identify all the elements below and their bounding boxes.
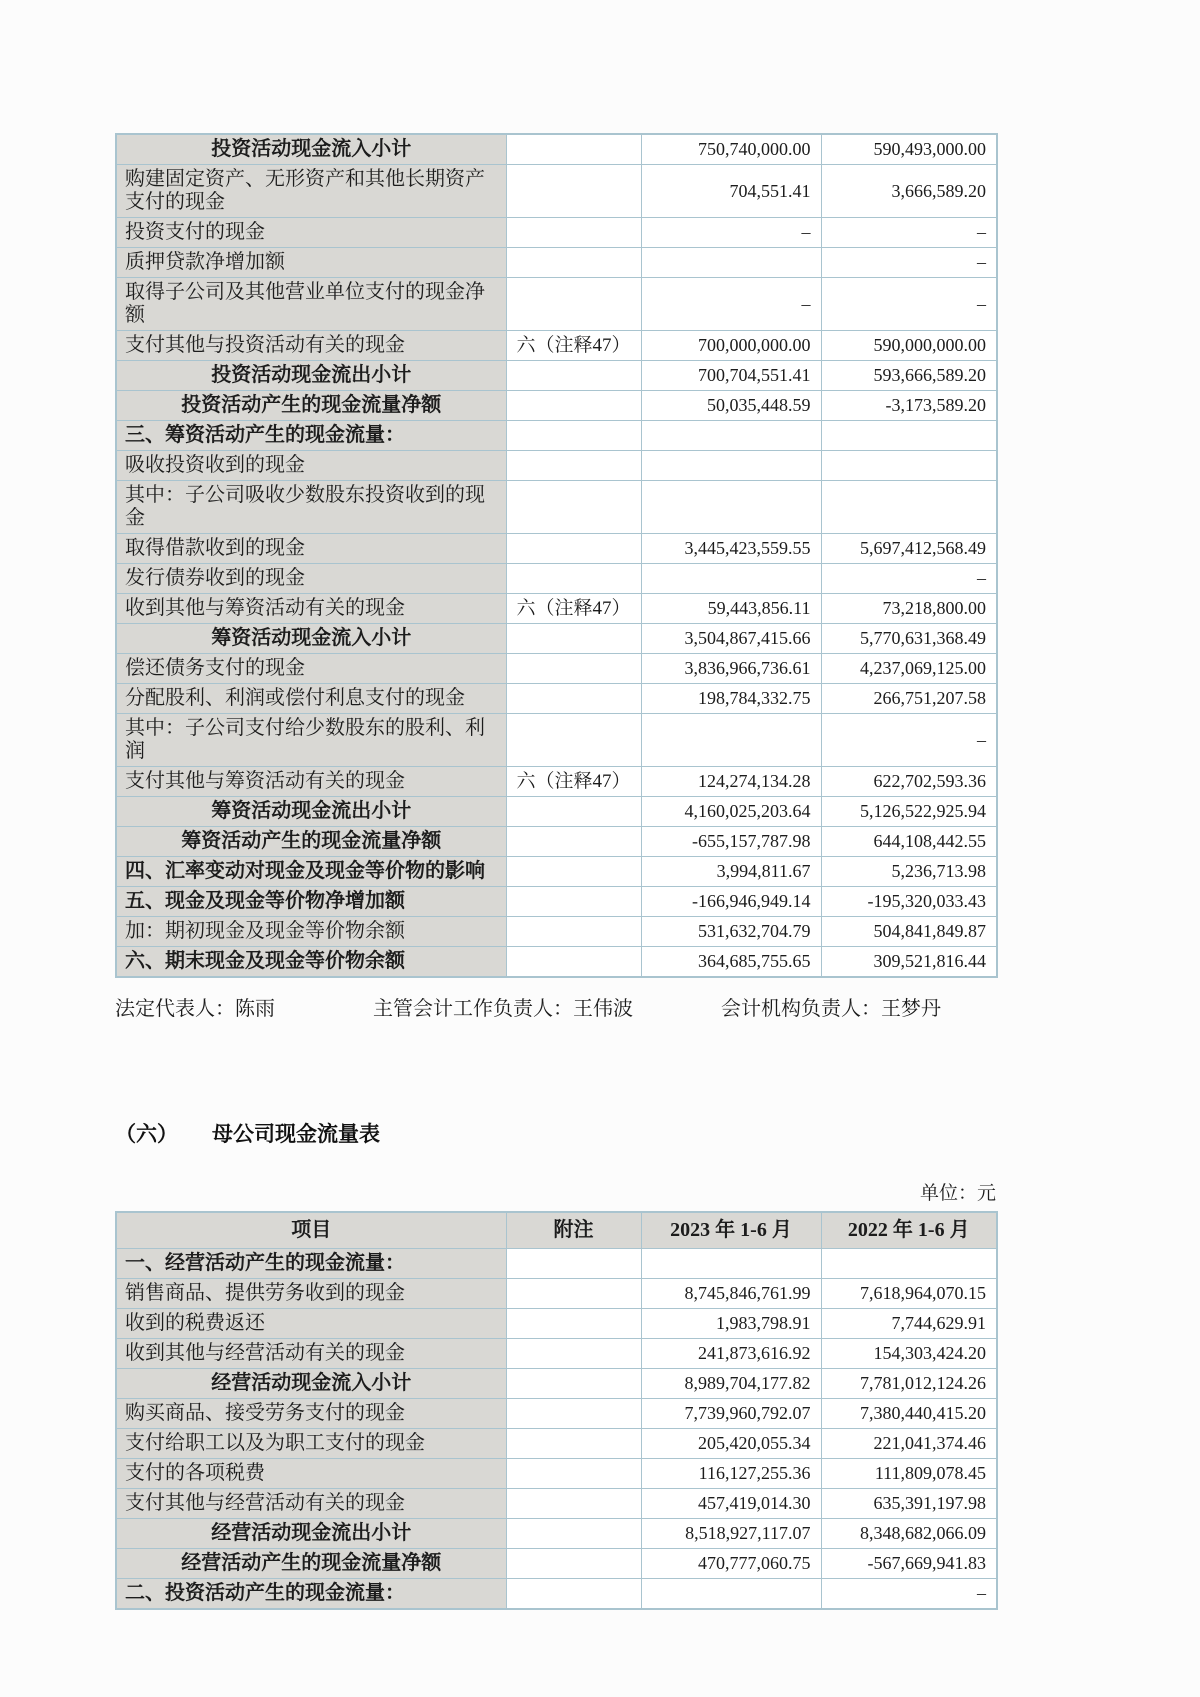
row-value-2023: [641, 451, 821, 481]
row-item-label: 支付给职工以及为职工支付的现金: [116, 1429, 506, 1459]
row-item-label: 支付其他与筹资活动有关的现金: [116, 767, 506, 797]
table-row: [116, 1279, 997, 1309]
table-row: [116, 134, 997, 165]
accounting-head-label: 会计机构负责人：王梦丹: [721, 998, 941, 1020]
row-value-2023: 116,127,255.36: [641, 1459, 821, 1489]
table-row: [116, 421, 997, 451]
row-value-2022: [821, 481, 997, 534]
row-item-label: 加：期初现金及现金等价物余额: [116, 917, 506, 947]
table-row: [116, 714, 997, 767]
row-value-2022: 8,348,682,066.09: [821, 1519, 997, 1549]
row-value-2022: 4,237,069,125.00: [821, 654, 997, 684]
parent-company-cash-flow-table: [115, 1211, 998, 1610]
row-note: 六（注释47）: [506, 594, 641, 624]
row-item-label: 收到其他与筹资活动有关的现金: [116, 594, 506, 624]
table-row: [116, 564, 997, 594]
table-row: [116, 248, 997, 278]
table-row: [116, 594, 997, 624]
table-row: [116, 797, 997, 827]
row-note: [506, 564, 641, 594]
row-note: [506, 1519, 641, 1549]
row-item-label: 发行债券收到的现金: [116, 564, 506, 594]
table-row: [116, 1579, 997, 1610]
row-value-2023: 241,873,616.92: [641, 1339, 821, 1369]
row-value-2022: -567,669,941.83: [821, 1549, 997, 1579]
table-row: [116, 827, 997, 857]
row-item-label: 筹资活动产生的现金流量净额: [116, 827, 506, 857]
row-value-2022: [821, 421, 997, 451]
table-row: [116, 654, 997, 684]
table-row: [116, 887, 997, 917]
row-note: [506, 218, 641, 248]
row-value-2023: 364,685,755.65: [641, 947, 821, 978]
row-value-2022: 5,697,412,568.49: [821, 534, 997, 564]
row-item-label: 四、汇率变动对现金及现金等价物的影响: [116, 857, 506, 887]
row-value-2022: 5,236,713.98: [821, 857, 997, 887]
row-note: [506, 1459, 641, 1489]
row-item-label: 销售商品、提供劳务收到的现金: [116, 1279, 506, 1309]
table-row: [116, 1369, 997, 1399]
table-row: [116, 767, 997, 797]
row-note: [506, 534, 641, 564]
row-note: [506, 1549, 641, 1579]
signature-line: [115, 992, 996, 1018]
section-title: 母公司现金流量表: [212, 1122, 380, 1146]
table-row: [116, 218, 997, 248]
row-value-2023: 470,777,060.75: [641, 1549, 821, 1579]
legal-representative-label: 法定代表人：陈雨: [115, 998, 275, 1020]
row-value-2023: 4,160,025,203.64: [641, 797, 821, 827]
row-item-label: 经营活动产生的现金流量净额: [116, 1549, 506, 1579]
row-note: [506, 1429, 641, 1459]
col-header-note: 附注: [506, 1212, 641, 1249]
row-note: [506, 421, 641, 451]
table-row: [116, 1249, 997, 1279]
table-row: [116, 278, 997, 331]
row-value-2023: 3,445,423,559.55: [641, 534, 821, 564]
row-value-2023: [641, 248, 821, 278]
row-note: [506, 451, 641, 481]
row-value-2022: 154,303,424.20: [821, 1339, 997, 1369]
section-number: （六）: [115, 1122, 178, 1146]
row-value-2023: 50,035,448.59: [641, 391, 821, 421]
row-note: [506, 1279, 641, 1309]
row-note: [506, 887, 641, 917]
row-note: [506, 391, 641, 421]
row-value-2023: [641, 1249, 821, 1279]
row-item-label: 筹资活动现金流入小计: [116, 624, 506, 654]
row-note: 六（注释47）: [506, 767, 641, 797]
row-value-2022: 73,218,800.00: [821, 594, 997, 624]
table-row: [116, 1549, 997, 1579]
row-value-2023: [641, 421, 821, 451]
row-note: [506, 857, 641, 887]
section-heading: [115, 1118, 996, 1148]
row-item-label: 支付其他与经营活动有关的现金: [116, 1489, 506, 1519]
row-item-label: 经营活动现金流出小计: [116, 1519, 506, 1549]
row-item-label: 其中：子公司吸收少数股东投资收到的现金: [116, 481, 506, 534]
row-value-2022: 111,809,078.45: [821, 1459, 997, 1489]
row-item-label: 投资支付的现金: [116, 218, 506, 248]
row-item-label: 吸收投资收到的现金: [116, 451, 506, 481]
row-value-2023: [641, 714, 821, 767]
row-value-2022: 3,666,589.20: [821, 165, 997, 218]
row-value-2022: –: [821, 564, 997, 594]
row-item-label: 取得借款收到的现金: [116, 534, 506, 564]
unit-label: 单位：元: [919, 1183, 996, 1204]
row-item-label: 筹资活动现金流出小计: [116, 797, 506, 827]
row-item-label: 投资活动产生的现金流量净额: [116, 391, 506, 421]
table-row: [116, 624, 997, 654]
row-note: [506, 624, 641, 654]
row-value-2022: -195,320,033.43: [821, 887, 997, 917]
row-value-2022: –: [821, 218, 997, 248]
col-header-2023: 2023 年 1-6 月: [641, 1212, 821, 1249]
row-value-2022: 7,781,012,124.26: [821, 1369, 997, 1399]
document-page: [115, 133, 996, 1610]
row-item-label: 经营活动现金流入小计: [116, 1369, 506, 1399]
row-item-label: 投资活动现金流入小计: [116, 134, 506, 165]
row-value-2023: 124,274,134.28: [641, 767, 821, 797]
row-value-2022: 7,618,964,070.15: [821, 1279, 997, 1309]
col-header-2022: 2022 年 1-6 月: [821, 1212, 997, 1249]
row-value-2022: 622,702,593.36: [821, 767, 997, 797]
row-value-2023: 750,740,000.00: [641, 134, 821, 165]
row-note: [506, 654, 641, 684]
row-value-2022: [821, 451, 997, 481]
row-value-2022: 309,521,816.44: [821, 947, 997, 978]
row-note: 六（注释47）: [506, 331, 641, 361]
table-row: [116, 534, 997, 564]
row-value-2023: –: [641, 278, 821, 331]
row-note: [506, 714, 641, 767]
row-item-label: 二、投资活动产生的现金流量：: [116, 1579, 506, 1610]
row-value-2023: 198,784,332.75: [641, 684, 821, 714]
row-value-2022: –: [821, 278, 997, 331]
row-item-label: 支付其他与投资活动有关的现金: [116, 331, 506, 361]
row-value-2022: –: [821, 248, 997, 278]
row-item-label: 购买商品、接受劳务支付的现金: [116, 1399, 506, 1429]
row-value-2023: [641, 481, 821, 534]
table-row: [116, 1339, 997, 1369]
table-row: [116, 1459, 997, 1489]
row-value-2022: 5,770,631,368.49: [821, 624, 997, 654]
row-value-2022: -3,173,589.20: [821, 391, 997, 421]
row-item-label: 一、经营活动产生的现金流量：: [116, 1249, 506, 1279]
row-value-2023: [641, 1579, 821, 1610]
row-item-label: 取得子公司及其他营业单位支付的现金净额: [116, 278, 506, 331]
table-row: [116, 1489, 997, 1519]
row-value-2023: 700,000,000.00: [641, 331, 821, 361]
row-note: [506, 481, 641, 534]
table-header-row: [116, 1212, 997, 1249]
row-value-2022: 635,391,197.98: [821, 1489, 997, 1519]
row-item-label: 偿还债务支付的现金: [116, 654, 506, 684]
row-value-2023: 531,632,704.79: [641, 917, 821, 947]
row-note: [506, 134, 641, 165]
row-value-2022: 266,751,207.58: [821, 684, 997, 714]
row-note: [506, 361, 641, 391]
row-value-2022: 5,126,522,925.94: [821, 797, 997, 827]
row-value-2022: 221,041,374.46: [821, 1429, 997, 1459]
row-item-label: 五、现金及现金等价物净增加额: [116, 887, 506, 917]
row-note: [506, 1309, 641, 1339]
row-value-2023: 7,739,960,792.07: [641, 1399, 821, 1429]
row-value-2023: 3,504,867,415.66: [641, 624, 821, 654]
row-value-2023: [641, 564, 821, 594]
row-note: [506, 1399, 641, 1429]
row-note: [506, 248, 641, 278]
row-note: [506, 1579, 641, 1610]
row-value-2023: -166,946,949.14: [641, 887, 821, 917]
table-row: [116, 1399, 997, 1429]
row-item-label: 质押贷款净增加额: [116, 248, 506, 278]
table-row: [116, 361, 997, 391]
row-value-2022: [821, 1249, 997, 1279]
row-note: [506, 797, 641, 827]
table-row: [116, 165, 997, 218]
row-note: [506, 1369, 641, 1399]
row-value-2023: 205,420,055.34: [641, 1429, 821, 1459]
table-row: [116, 1429, 997, 1459]
table-row: [116, 947, 997, 978]
table-row: [116, 917, 997, 947]
table-row: [116, 857, 997, 887]
table-row: [116, 684, 997, 714]
row-item-label: 三、筹资活动产生的现金流量：: [116, 421, 506, 451]
table-row: [116, 391, 997, 421]
table-row: [116, 1519, 997, 1549]
row-value-2023: 8,989,704,177.82: [641, 1369, 821, 1399]
row-item-label: 六、期末现金及现金等价物余额: [116, 947, 506, 978]
row-value-2023: 700,704,551.41: [641, 361, 821, 391]
row-value-2023: 8,518,927,117.07: [641, 1519, 821, 1549]
row-value-2023: 3,836,966,736.61: [641, 654, 821, 684]
table-row: [116, 1309, 997, 1339]
row-item-label: 收到其他与经营活动有关的现金: [116, 1339, 506, 1369]
table-row: [116, 451, 997, 481]
row-note: [506, 1249, 641, 1279]
row-note: [506, 684, 641, 714]
row-item-label: 投资活动现金流出小计: [116, 361, 506, 391]
row-note: [506, 1339, 641, 1369]
row-value-2022: 7,744,629.91: [821, 1309, 997, 1339]
row-value-2022: 590,493,000.00: [821, 134, 997, 165]
row-item-label: 购建固定资产、无形资产和其他长期资产支付的现金: [116, 165, 506, 218]
row-value-2023: 8,745,846,761.99: [641, 1279, 821, 1309]
row-value-2023: 704,551.41: [641, 165, 821, 218]
row-note: [506, 1489, 641, 1519]
row-value-2022: 593,666,589.20: [821, 361, 997, 391]
row-note: [506, 947, 641, 978]
row-value-2022: 7,380,440,415.20: [821, 1399, 997, 1429]
row-value-2022: –: [821, 714, 997, 767]
row-item-label: 分配股利、利润或偿付利息支付的现金: [116, 684, 506, 714]
row-value-2022: 644,108,442.55: [821, 827, 997, 857]
row-value-2023: -655,157,787.98: [641, 827, 821, 857]
row-value-2023: 3,994,811.67: [641, 857, 821, 887]
chief-accountant-label: 主管会计工作负责人：王伟波: [373, 998, 633, 1020]
col-header-item: 项目: [116, 1212, 506, 1249]
row-value-2022: 504,841,849.87: [821, 917, 997, 947]
row-note: [506, 165, 641, 218]
row-item-label: 收到的税费返还: [116, 1309, 506, 1339]
row-value-2023: 59,443,856.11: [641, 594, 821, 624]
table-row: [116, 481, 997, 534]
row-note: [506, 917, 641, 947]
row-note: [506, 827, 641, 857]
row-item-label: 其中：子公司支付给少数股东的股利、利润: [116, 714, 506, 767]
table-row: [116, 331, 997, 361]
row-value-2023: 1,983,798.91: [641, 1309, 821, 1339]
row-item-label: 支付的各项税费: [116, 1459, 506, 1489]
row-value-2022: 590,000,000.00: [821, 331, 997, 361]
consolidated-cash-flow-table: [115, 133, 998, 978]
row-value-2023: 457,419,014.30: [641, 1489, 821, 1519]
row-value-2022: –: [821, 1579, 997, 1610]
row-note: [506, 278, 641, 331]
row-value-2023: –: [641, 218, 821, 248]
